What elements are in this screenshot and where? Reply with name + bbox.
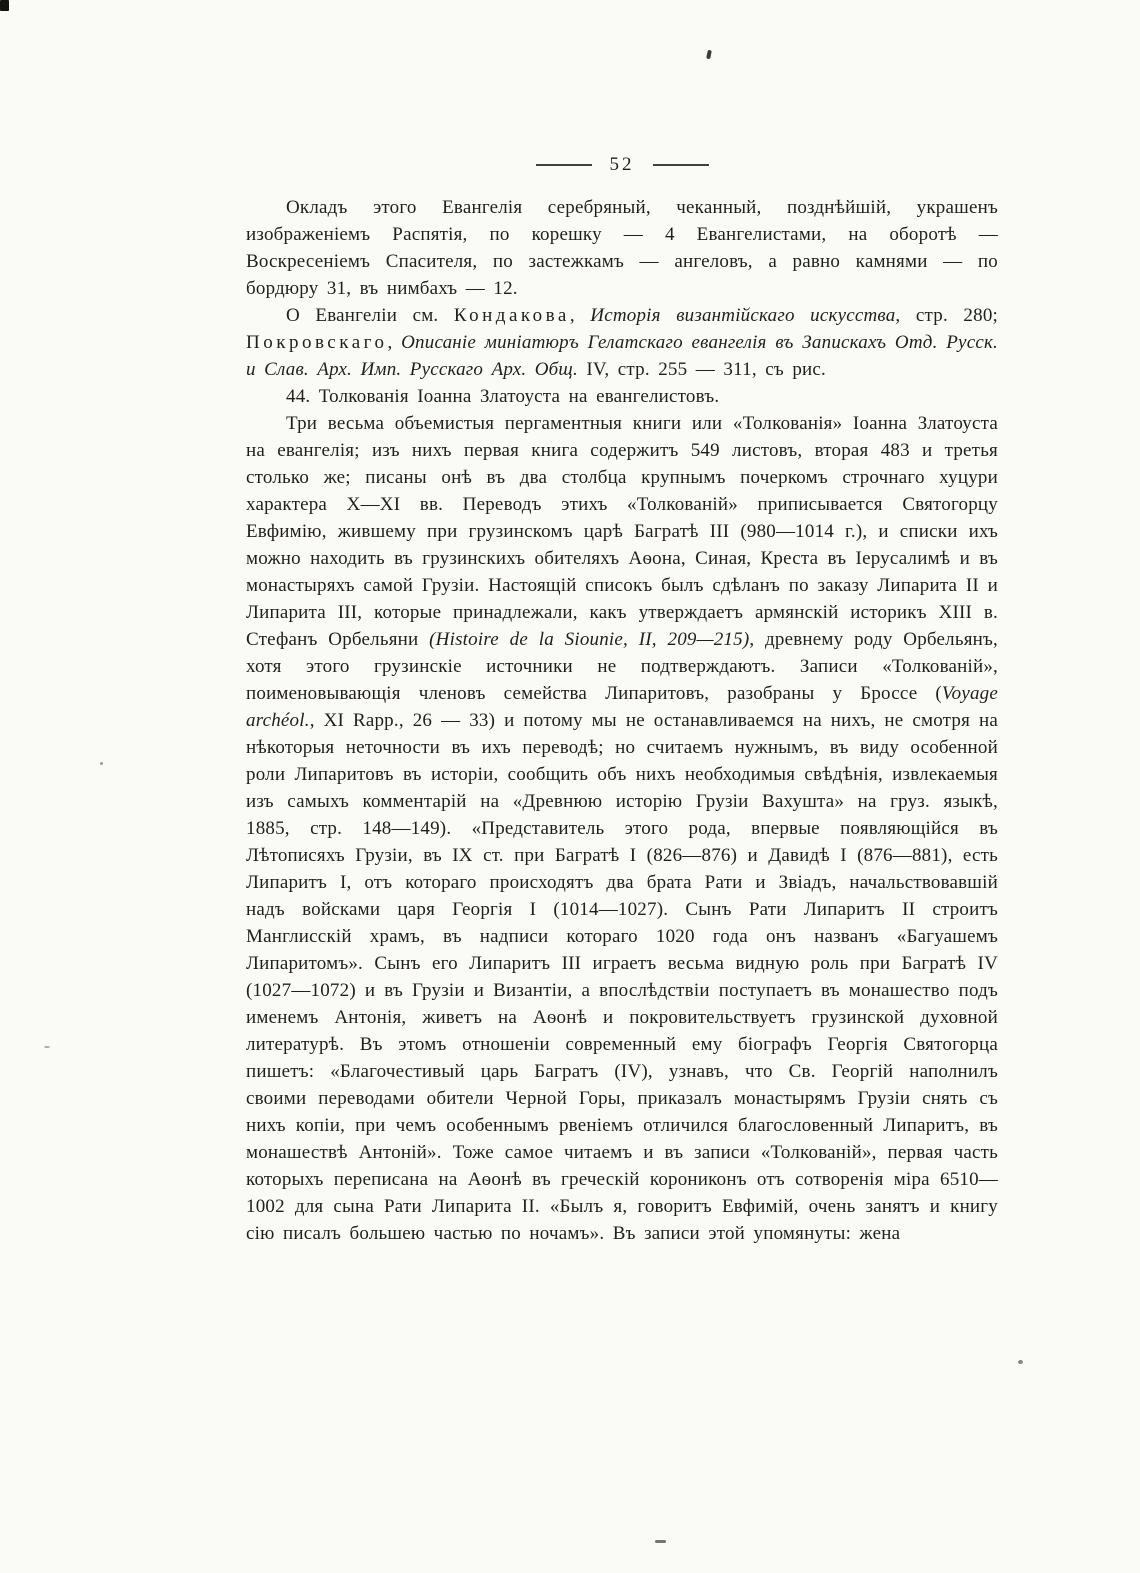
scan-speck (1018, 1360, 1023, 1364)
text-segment: Покровскаго (246, 332, 388, 353)
paragraph (246, 383, 998, 410)
text-segment: Кондакова (453, 305, 570, 326)
scan-speck (44, 1046, 50, 1048)
text-body (246, 194, 998, 1247)
text-segment: Voyage archéol. (246, 683, 998, 731)
scan-speck (0, 0, 9, 11)
text-segment: , (387, 332, 402, 353)
text-segment: , древнему роду Орбельянъ, хотя этого грузинскіе источники не подтверждаютъ. Записи «Толкованій», поименовывающія членовъ семейства Липаритовъ, разобраны у Броссе ( (246, 629, 998, 704)
paragraph (246, 410, 998, 1247)
text-column (246, 155, 998, 1247)
page-number: 52 (609, 154, 635, 175)
paragraph (246, 302, 998, 383)
text-segment: Три весьма объемистыя пергаментныя книги или «Толкованія» Іоанна Златоуста на евангелія; изъ нихъ первая книга содержитъ 549 листовъ, вторая 483 и третья столько же; писаны онѣ въ два столбца крупнымъ почеркомъ строчнаго хуцури характера X—XI вв. Переводъ этихъ «Толкованій» приписывается Святогорцу Евфимію, жившему при грузинскомъ царѣ Багратѣ III (980—1014 г.), и списки ихъ можно находить въ грузинскихъ обителяхъ Аѳона, Синая, Креста въ Іерусалимѣ и въ монастыряхъ самой Грузіи. Настоящій списокъ былъ сдѣланъ по заказу Липарита II и Липарита III, которые принадлежали, какъ утверждаетъ армянскій историкъ XIII в. Стефанъ Орбельяни (246, 413, 998, 650)
text-segment: , стр. 280; (895, 305, 998, 326)
text-segment: (Histoire de la Siounie, II, 209—215) (429, 629, 750, 650)
text-segment: , XI Rapp., 26 — 33) и потому мы не останавливаемся на нихъ, не смотря на нѣкоторыя неточности въ ихъ переводѣ; но считаемъ нужнымъ, въ виду особенной роли Липаритовъ въ исторіи, сообщить объ нихъ необходимыя свѣдѣнія, извлекаемыя изъ самыхъ комментарій на «Древнюю исторію Грузіи Вахушта» на груз. языкѣ, 1885, стр. 148—149). «Представитель этого рода, впервые появляющійся въ Лѣтописяхъ Грузіи, въ IX ст. при Багратѣ I (826—876) и Давидѣ I (876—881), есть Липаритъ I, отъ котораго происходятъ два брата Рати и Звіадъ, начальствовавшій надъ войсками царя Георгія I (1014—1027). Сынъ Рати Липаритъ II строитъ Манглисскій храмъ, въ надписи котораго 1020 года онъ названъ «Багуашемъ Липаритомъ». Сынъ его Липаритъ III играетъ весьма видную роль при Багратѣ IV (1027—1072) и въ Грузіи и Византіи, а впослѣдствіи поступаетъ въ монашество подъ именемъ Антонія, живетъ на Аѳонѣ и покровительствуетъ грузинской духовной литературѣ. Въ этомъ отношеніи современный ему біографъ Георгія Святогорца пишетъ: «Благочестивый царь Багратъ (IV), узнавъ, что Св. Георгій наполнилъ своими переводами обители Черной Горы, приказалъ монастырямъ Грузіи снять съ нихъ копіи, при чемъ особеннымъ рвеніемъ отличился благословенный Липаритъ, въ монашествѣ Антоній». Тоже самое читаемъ и въ записи «Толкованій», первая часть которыхъ переписана на Аѳонѣ въ греческій корониконъ отъ сотворенія міра 6510—1002 для сына Рати Липарита II. «Былъ я, говоритъ Евфимій, очень занятъ и книгу сію писалъ большею частью по ночамъ». Въ записи этой упомянуты: жена (246, 710, 998, 1244)
text-segment: IV, стр. 255 — 311, съ рис. (577, 359, 826, 380)
header-rule-right (653, 164, 709, 166)
scan-speck (706, 50, 712, 60)
text-segment: Описаніе миніатюръ Гелатскаго евангелія въ Запискахъ Отд. Русск. и Слав. Арх. Имп. Русскаго Арх. Общ. (246, 332, 998, 380)
text-segment: Окладъ этого Евангелія серебряный, чеканный, позднѣйшій, украшенъ изображеніемъ Распятія, по корешку — 4 Евангелистами, на оборотѣ — Воскресеніемъ Спасителя, по застежкамъ — ангеловъ, а равно камнями — по бордюру 31, въ нимбахъ — 12. (246, 197, 998, 299)
header-rule-left (536, 164, 592, 166)
page-header (246, 155, 998, 174)
text-segment: 44. Толкованія Іоанна Златоуста на евангелистовъ. (286, 386, 720, 407)
scan-speck (100, 762, 103, 765)
paragraph (246, 194, 998, 302)
text-segment: , (569, 305, 591, 326)
text-segment: Исторія византійскаго искусства (590, 305, 896, 326)
scan-speck (655, 1540, 666, 1543)
text-segment: О Евангеліи см. (286, 305, 454, 326)
